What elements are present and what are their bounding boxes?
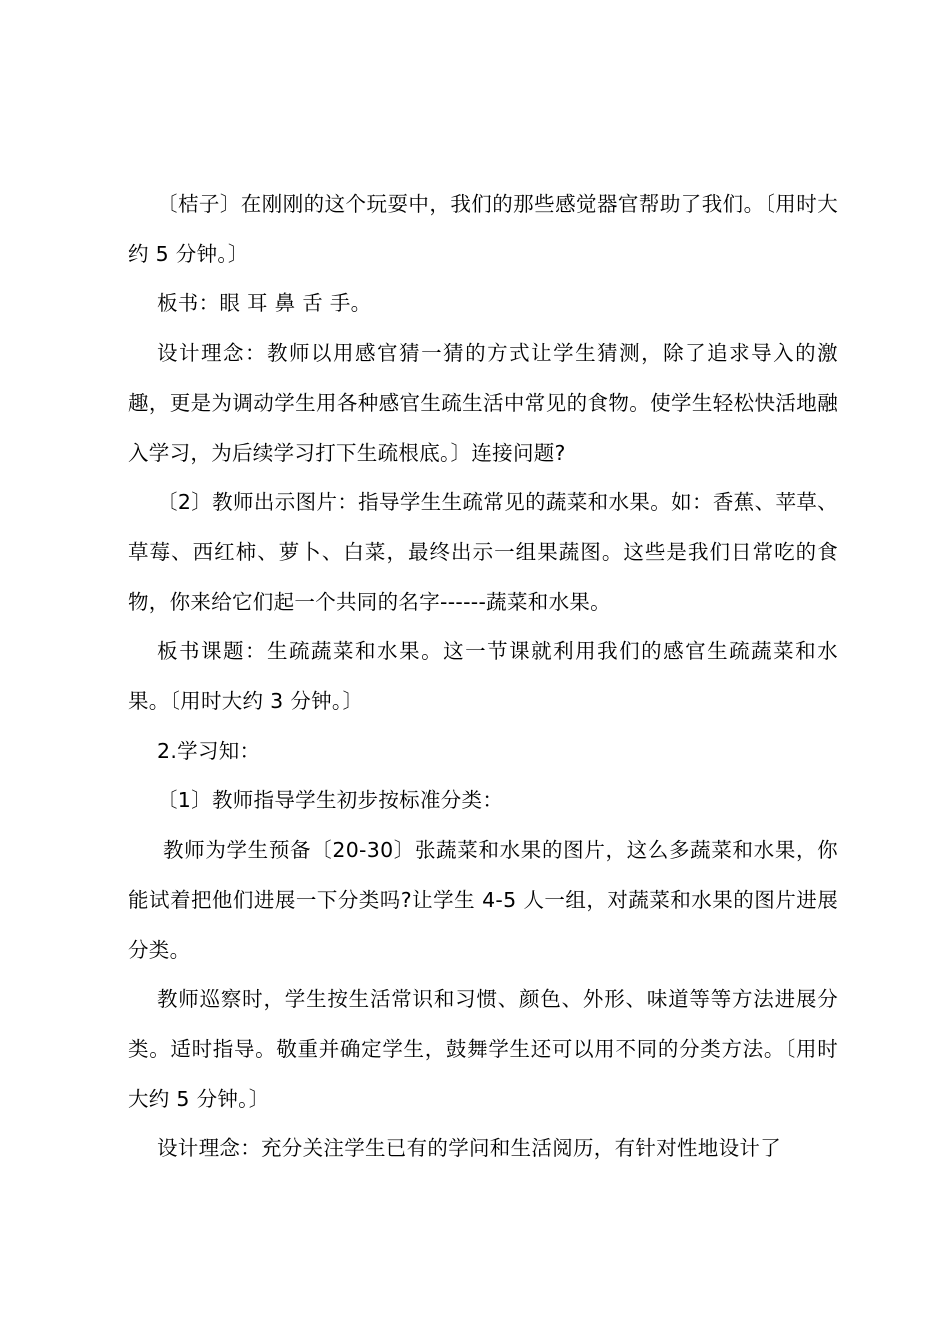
paragraph-show-pictures: 〔2〕教师出示图片：指导学生生疏常见的蔬菜和水果。如：香蕉、苹草、草莓、西红柿、萝卜、白菜，最终出示一组果蔬图。这些是我们日常吃的食物，你来给它们起一个共同的名字------蔬菜和水果。 <box>128 490 838 614</box>
paragraph-lesson-title: 板书课题：生疏蔬菜和水果。这一节课就利用我们的感官生疏蔬菜和水果。〔用时大约 3 分钟。〕 <box>128 639 838 714</box>
document-body <box>128 180 838 1174</box>
paragraph-oranges-senses: 〔桔子〕在刚刚的这个玩耍中，我们的那些感觉器官帮助了我们。〔用时大约 5 分钟。〕 <box>128 192 838 266</box>
section-heading-learning: 2.学习知： <box>157 738 261 763</box>
paragraph-blackboard-senses: 板书：眼 耳 鼻 舌 手。 <box>157 291 372 316</box>
paragraph-design-rationale-2: 设计理念：充分关注学生已有的学问和生活阅历，有针对性地设计了 <box>157 1136 781 1161</box>
paragraph-design-rationale-1: 设计理念：教师以用感官猜一猜的方式让学生猜测，除了追求导入的激趣，更是为调动学生用各种感官生疏生活中常见的食物。使学生轻松快活地融入学习，为后续学习打下生疏根底。〕连接问题? <box>128 341 838 465</box>
paragraph-picture-preparation: 教师为学生预备〔20-30〕张蔬菜和水果的图片，这么多蔬菜和水果，你能试着把他们进展一下分类吗?让学生 4-5 人一组，对蔬菜和水果的图片进展分类。 <box>128 838 838 962</box>
paragraph-teacher-patrol: 教师巡察时，学生按生活常识和习惯、颜色、外形、味道等等方法进展分类。适时指导。敬重并确定学生，鼓舞学生还可以用不同的分类方法。〔用时大约 5 分钟。〕 <box>128 987 838 1111</box>
paragraph-classification-step: 〔1〕教师指导学生初步按标准分类： <box>157 788 504 813</box>
